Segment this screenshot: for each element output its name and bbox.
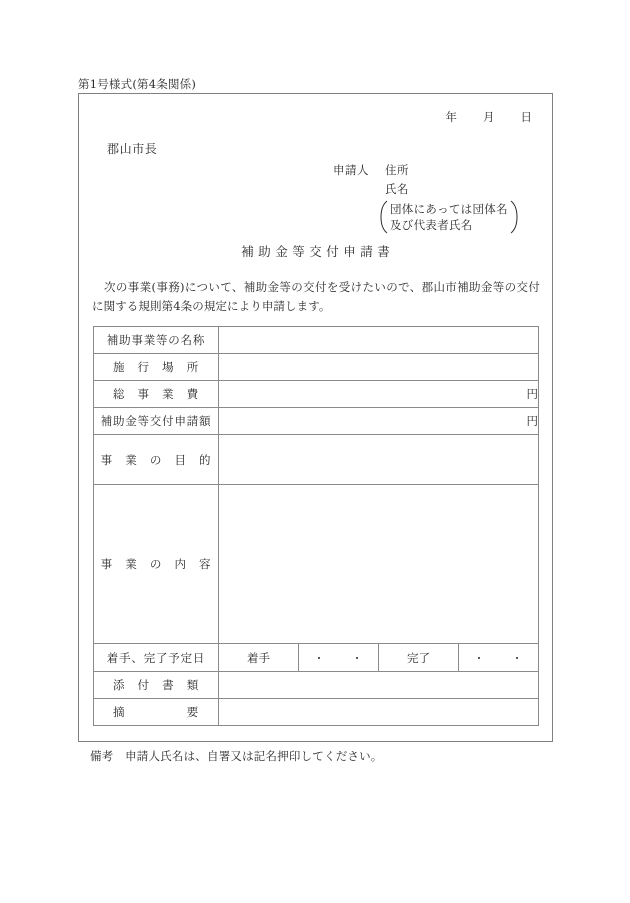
bracket-right-icon (510, 200, 519, 234)
table-row-location (94, 354, 539, 381)
value-project-name[interactable] (219, 327, 539, 354)
value-request-amount[interactable] (219, 408, 539, 435)
applicant-block (333, 162, 519, 234)
form-number-label: 第1号様式(第4条関係) (78, 77, 197, 91)
label-schedule-text: 着手、完了予定日 (106, 650, 206, 665)
value-content[interactable] (219, 485, 539, 644)
addressee-label: 郡山市長 (107, 142, 158, 156)
table-row-total-cost (94, 381, 539, 408)
label-project-name (94, 327, 219, 354)
applicant-label: 申請人 (333, 163, 369, 177)
label-schedule (94, 644, 219, 672)
label-summary-text: 摘 要 (112, 705, 200, 719)
label-location-text: 施 行 場 所 (112, 360, 200, 374)
application-form-table (93, 326, 539, 726)
value-total-cost[interactable] (219, 381, 539, 408)
body-paragraph-text: 次の事業(事務)について、補助金等の交付を受けたいので、郡山市補助金等の交付に関する規則第4条の規定により申請します。 (92, 280, 540, 313)
label-total-cost-text: 総 事 業 費 (112, 387, 200, 401)
applicant-name-label: 氏名 (385, 182, 409, 196)
applicant-address-row (333, 162, 519, 181)
label-purpose (94, 435, 219, 485)
end-date-dots (474, 650, 524, 666)
applicant-note-text (388, 200, 510, 234)
value-start-date[interactable] (299, 644, 379, 672)
label-attachments-text: 添 付 書 類 (112, 678, 200, 692)
body-paragraph (92, 278, 540, 316)
label-project-name-text: 補助事業等の名称 (106, 333, 206, 347)
value-location[interactable] (219, 354, 539, 381)
label-start-date: 着手 (219, 644, 299, 672)
applicant-note-line1: 団体にあっては団体名 (390, 202, 508, 216)
applicant-address-label: 住所 (385, 163, 409, 177)
table-row-schedule (94, 644, 539, 672)
label-location (94, 354, 219, 381)
applicant-note-line2: 及び代表者氏名 (390, 218, 473, 232)
bracket-left-icon (379, 200, 388, 234)
value-end-date[interactable] (459, 644, 539, 672)
label-summary (94, 699, 219, 726)
value-attachments[interactable] (219, 672, 539, 699)
label-purpose-text: 事 業 の 目 的 (100, 452, 212, 467)
date-line (446, 109, 533, 125)
label-content-text: 事 業 の 内 容 (100, 557, 212, 571)
table-row-summary (94, 699, 539, 726)
remark-note: 備考 申請人氏名は、自署又は記名押印してください。 (90, 749, 383, 763)
unit-request-amount: 円 (526, 414, 538, 428)
date-day-label: 日 (520, 110, 532, 124)
unit-total-cost: 円 (526, 387, 538, 401)
table-row-request-amount (94, 408, 539, 435)
end-date-dot-1: ・ (473, 651, 486, 665)
document-title: 補助金等交付申請書 (241, 244, 395, 259)
value-summary[interactable] (219, 699, 539, 726)
page-frame (78, 93, 553, 742)
label-request-amount (94, 408, 219, 435)
date-year-label: 年 (445, 110, 457, 124)
applicant-note (333, 200, 519, 234)
label-total-cost (94, 381, 219, 408)
start-date-dots (314, 650, 364, 666)
label-content (94, 485, 219, 644)
table-row-attachments (94, 672, 539, 699)
end-date-dot-2: ・ (511, 651, 524, 665)
value-purpose[interactable] (219, 435, 539, 485)
label-request-amount-text: 補助金等交付申請額 (100, 414, 212, 428)
label-end-date: 完了 (379, 644, 459, 672)
table-row-purpose (94, 435, 539, 485)
date-month-label: 月 (483, 110, 495, 124)
label-attachments (94, 672, 219, 699)
table-row-content (94, 485, 539, 644)
start-date-dot-2: ・ (351, 651, 364, 665)
table-row-project-name (94, 327, 539, 354)
start-date-dot-1: ・ (313, 651, 326, 665)
